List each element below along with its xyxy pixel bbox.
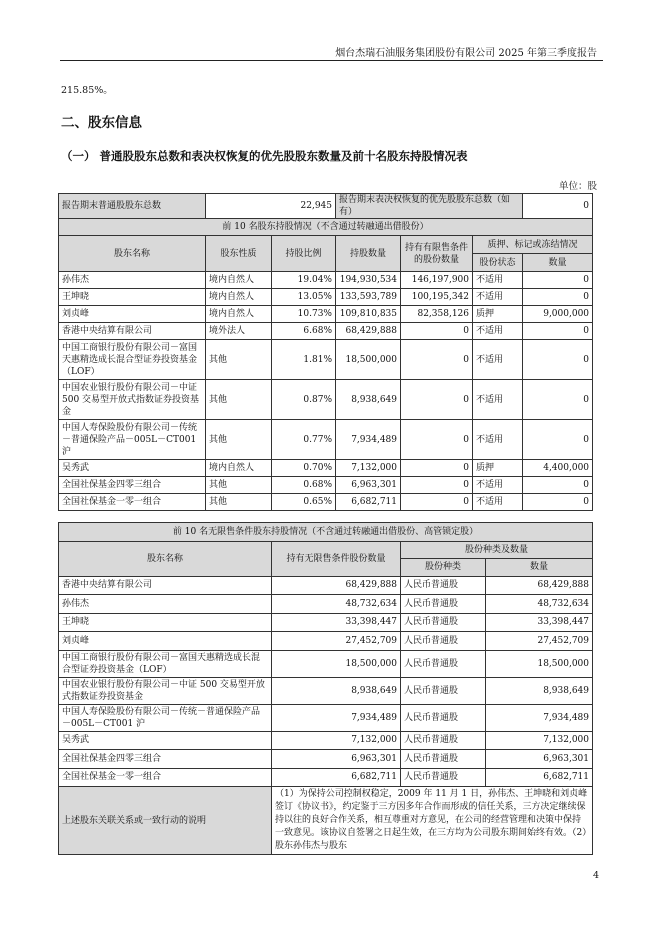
pledge-count: 0 [523,494,593,511]
section-title: 二、股东信息 [61,115,142,131]
table-row [59,340,593,380]
relation-note-text: （1）为保持公司控制权稳定，2009 年 11 月 1 日，孙伟杰、王坤晓和刘贞峰签订《协议书》，约定鉴于三方因多年合作而形成的信任关系，三方决定继续保持以往的良好合作关系，相互尊重对方意见，在公司的经营管理和决策中保持一致意见。该协议自签署之日起生效，在三方均为公司股东期间始终有效。（2）股东孙伟杰与股东 [272,787,593,855]
table-row [59,750,593,769]
holding-qty: 18,500,000 [336,340,401,380]
t2-col-kind-header: 股份种类 [401,558,486,576]
holding-ratio: 1.81% [272,340,336,380]
shareholder-name: 香港中央结算有限公司 [59,323,206,340]
table-row [59,494,593,511]
shareholder-name: 全国社保基金四零三组合 [59,477,206,494]
unrestricted-qty: 33,398,447 [272,613,401,632]
holding-qty: 194,930,534 [336,272,401,289]
col-ratio-header: 持股比例 [272,236,336,272]
unrestricted-qty: 7,132,000 [272,731,401,750]
table-row [59,477,593,494]
restricted-qty: 146,197,900 [401,272,473,289]
unrestricted-qty: 8,938,649 [272,677,401,704]
shareholder-nature: 境外法人 [206,323,272,340]
page-number: 4 [592,870,599,881]
shareholder-name: 全国社保基金一零一组合 [59,494,206,511]
pledge-count: 0 [523,272,593,289]
share-count: 6,963,301 [486,750,593,769]
pledge-count: 4,400,000 [523,460,593,477]
share-kind: 人民币普通股 [401,768,486,787]
share-count: 18,500,000 [486,650,593,677]
holding-ratio: 0.77% [272,420,336,460]
share-count: 8,938,649 [486,677,593,704]
t2-col-count-header: 数量 [486,558,593,576]
table-row [59,460,593,477]
share-status: 不适用 [473,380,523,420]
pref-holders-label: 报告期末表决权恢复的优先股股东总数（如有） [336,194,523,219]
share-count: 33,398,447 [486,613,593,632]
restricted-qty: 82,358,126 [401,306,473,323]
shareholder-name: 王坤晓 [59,613,272,632]
table-row [59,613,593,632]
shareholder-name: 中国人寿保险股份有限公司－传统－普通保险产品－005L－CT001 沪 [59,420,206,460]
restricted-qty: 0 [401,340,473,380]
table-row [59,289,593,306]
shareholder-name: 吴秀武 [59,460,206,477]
holding-ratio: 10.73% [272,306,336,323]
holding-qty: 133,593,789 [336,289,401,306]
restricted-qty: 0 [401,380,473,420]
share-status: 不适用 [473,272,523,289]
holding-qty: 8,938,649 [336,380,401,420]
shareholder-nature: 境内自然人 [206,289,272,306]
share-kind: 人民币普通股 [401,632,486,651]
unrestricted-shareholders-table [58,522,592,855]
share-kind: 人民币普通股 [401,731,486,750]
unrestricted-qty: 48,732,634 [272,595,401,614]
shareholder-name: 刘贞峰 [59,632,272,651]
holding-qty: 7,934,489 [336,420,401,460]
pledge-count: 0 [523,420,593,460]
unrestricted-qty: 68,429,888 [272,576,401,595]
share-count: 48,732,634 [486,595,593,614]
unrestricted-qty: 6,682,711 [272,768,401,787]
shareholder-nature: 其他 [206,340,272,380]
table-row [59,704,593,731]
table-row [59,595,593,614]
restricted-qty: 0 [401,494,473,511]
shareholder-name: 全国社保基金四零三组合 [59,750,272,769]
shareholder-nature: 其他 [206,380,272,420]
pledge-count: 9,000,000 [523,306,593,323]
share-status: 不适用 [473,323,523,340]
table-row [59,632,593,651]
shareholder-name: 刘贞峰 [59,306,206,323]
share-status: 不适用 [473,340,523,380]
holding-qty: 109,810,835 [336,306,401,323]
table-row [59,731,593,750]
table-row [59,306,593,323]
t2-col-name-header: 股东名称 [59,541,272,576]
pledge-count: 0 [523,340,593,380]
total-holders-label: 报告期末普通股股东总数 [59,194,206,219]
share-kind: 人民币普通股 [401,595,486,614]
restricted-qty: 0 [401,477,473,494]
col-count-header: 数量 [523,254,593,272]
share-kind: 人民币普通股 [401,613,486,632]
share-count: 27,452,709 [486,632,593,651]
shareholder-name: 中国农业银行股份有限公司－中证 500 交易型开放式指数证券投资基金 [59,380,206,420]
table-row [59,272,593,289]
unrestricted-qty: 27,452,709 [272,632,401,651]
share-count: 7,934,489 [486,704,593,731]
share-status: 不适用 [473,494,523,511]
unrestricted-section-header: 前 10 名无限售条件股东持股情况（不含通过转融通出借股份、高管锁定股） [59,523,593,542]
holding-ratio: 0.68% [272,477,336,494]
share-status: 不适用 [473,420,523,460]
holding-ratio: 0.65% [272,494,336,511]
pledge-count: 0 [523,477,593,494]
shareholder-nature: 境内自然人 [206,460,272,477]
table-row [59,420,593,460]
restricted-qty: 0 [401,420,473,460]
shareholder-name: 中国农业银行股份有限公司－中证 500 交易型开放式指数证券投资基金 [59,677,272,704]
carryover-text: 215.85%。 [61,85,113,96]
unrestricted-qty: 18,500,000 [272,650,401,677]
share-status: 质押 [473,306,523,323]
top10-shareholders-table [58,193,592,511]
holding-qty: 68,429,888 [336,323,401,340]
col-name-header: 股东名称 [59,236,206,272]
share-kind: 人民币普通股 [401,650,486,677]
shareholder-name: 王坤晓 [59,289,206,306]
unit-label: 单位：股 [558,181,597,192]
holding-ratio: 19.04% [272,272,336,289]
share-count: 6,682,711 [486,768,593,787]
pledge-count: 0 [523,380,593,420]
shareholder-name: 香港中央结算有限公司 [59,576,272,595]
shareholder-nature: 其他 [206,477,272,494]
share-status: 不适用 [473,477,523,494]
shareholder-name: 中国人寿保险股份有限公司－传统－普通保险产品－005L－CT001 沪 [59,704,272,731]
restricted-qty: 100,195,342 [401,289,473,306]
share-kind: 人民币普通股 [401,677,486,704]
shareholder-name: 中国工商银行股份有限公司－富国天惠精选成长混合型证券投资基金（LOF） [59,650,272,677]
share-status: 不适用 [473,289,523,306]
shareholder-nature: 其他 [206,420,272,460]
col-pledge-header: 质押、标记或冻结情况 [473,236,593,254]
col-restricted-header: 持有有限售条件的股份数量 [401,236,473,272]
holding-ratio: 6.68% [272,323,336,340]
top10-section-header: 前 10 名股东持股情况（不含通过转融通出借股份） [59,219,593,236]
share-kind: 人民币普通股 [401,750,486,769]
table-row [59,650,593,677]
share-count: 7,132,000 [486,731,593,750]
holding-ratio: 13.05% [272,289,336,306]
shareholder-name: 孙伟杰 [59,272,206,289]
share-kind: 人民币普通股 [401,576,486,595]
page-header: 烟台杰瑞石油服务集团股份有限公司 2025 年第三季度报告 [335,48,597,59]
table-row [59,677,593,704]
shareholder-name: 中国工商银行股份有限公司－富国天惠精选成长混合型证券投资基金（LOF） [59,340,206,380]
col-status-header: 股份状态 [473,254,523,272]
share-status: 质押 [473,460,523,477]
subsection-title: （一） 普通股股东总数和表决权恢复的优先股股东数量及前十名股东持股情况表 [61,149,468,163]
col-qty-header: 持股数量 [336,236,401,272]
share-kind: 人民币普通股 [401,704,486,731]
pref-holders-value: 0 [523,194,593,219]
unrestricted-qty: 6,963,301 [272,750,401,769]
table-row [59,576,593,595]
pledge-count: 0 [523,323,593,340]
shareholder-nature: 境内自然人 [206,306,272,323]
holding-ratio: 0.87% [272,380,336,420]
holding-ratio: 0.70% [272,460,336,477]
holding-qty: 6,682,711 [336,494,401,511]
holding-qty: 7,132,000 [336,460,401,477]
top10-rows [59,272,593,511]
holding-qty: 6,963,301 [336,477,401,494]
table-row [59,768,593,787]
total-holders-value: 22,945 [206,194,336,219]
shareholder-nature: 境内自然人 [206,272,272,289]
share-count: 68,429,888 [486,576,593,595]
shareholder-name: 吴秀武 [59,731,272,750]
col-nature-header: 股东性质 [206,236,272,272]
table-row [59,323,593,340]
t2-col-qty-header: 持有无限售条件股份数量 [272,541,401,576]
shareholder-name: 全国社保基金一零一组合 [59,768,272,787]
shareholder-nature: 其他 [206,494,272,511]
unrestricted-rows [59,576,593,787]
pledge-count: 0 [523,289,593,306]
restricted-qty: 0 [401,323,473,340]
relation-note-label: 上述股东关联关系或一致行动的说明 [59,787,272,855]
restricted-qty: 0 [401,460,473,477]
t2-col-kind-group-header: 股份种类及数量 [401,541,593,558]
shareholder-name: 孙伟杰 [59,595,272,614]
table-row [59,380,593,420]
header-rule [60,60,603,61]
unrestricted-qty: 7,934,489 [272,704,401,731]
